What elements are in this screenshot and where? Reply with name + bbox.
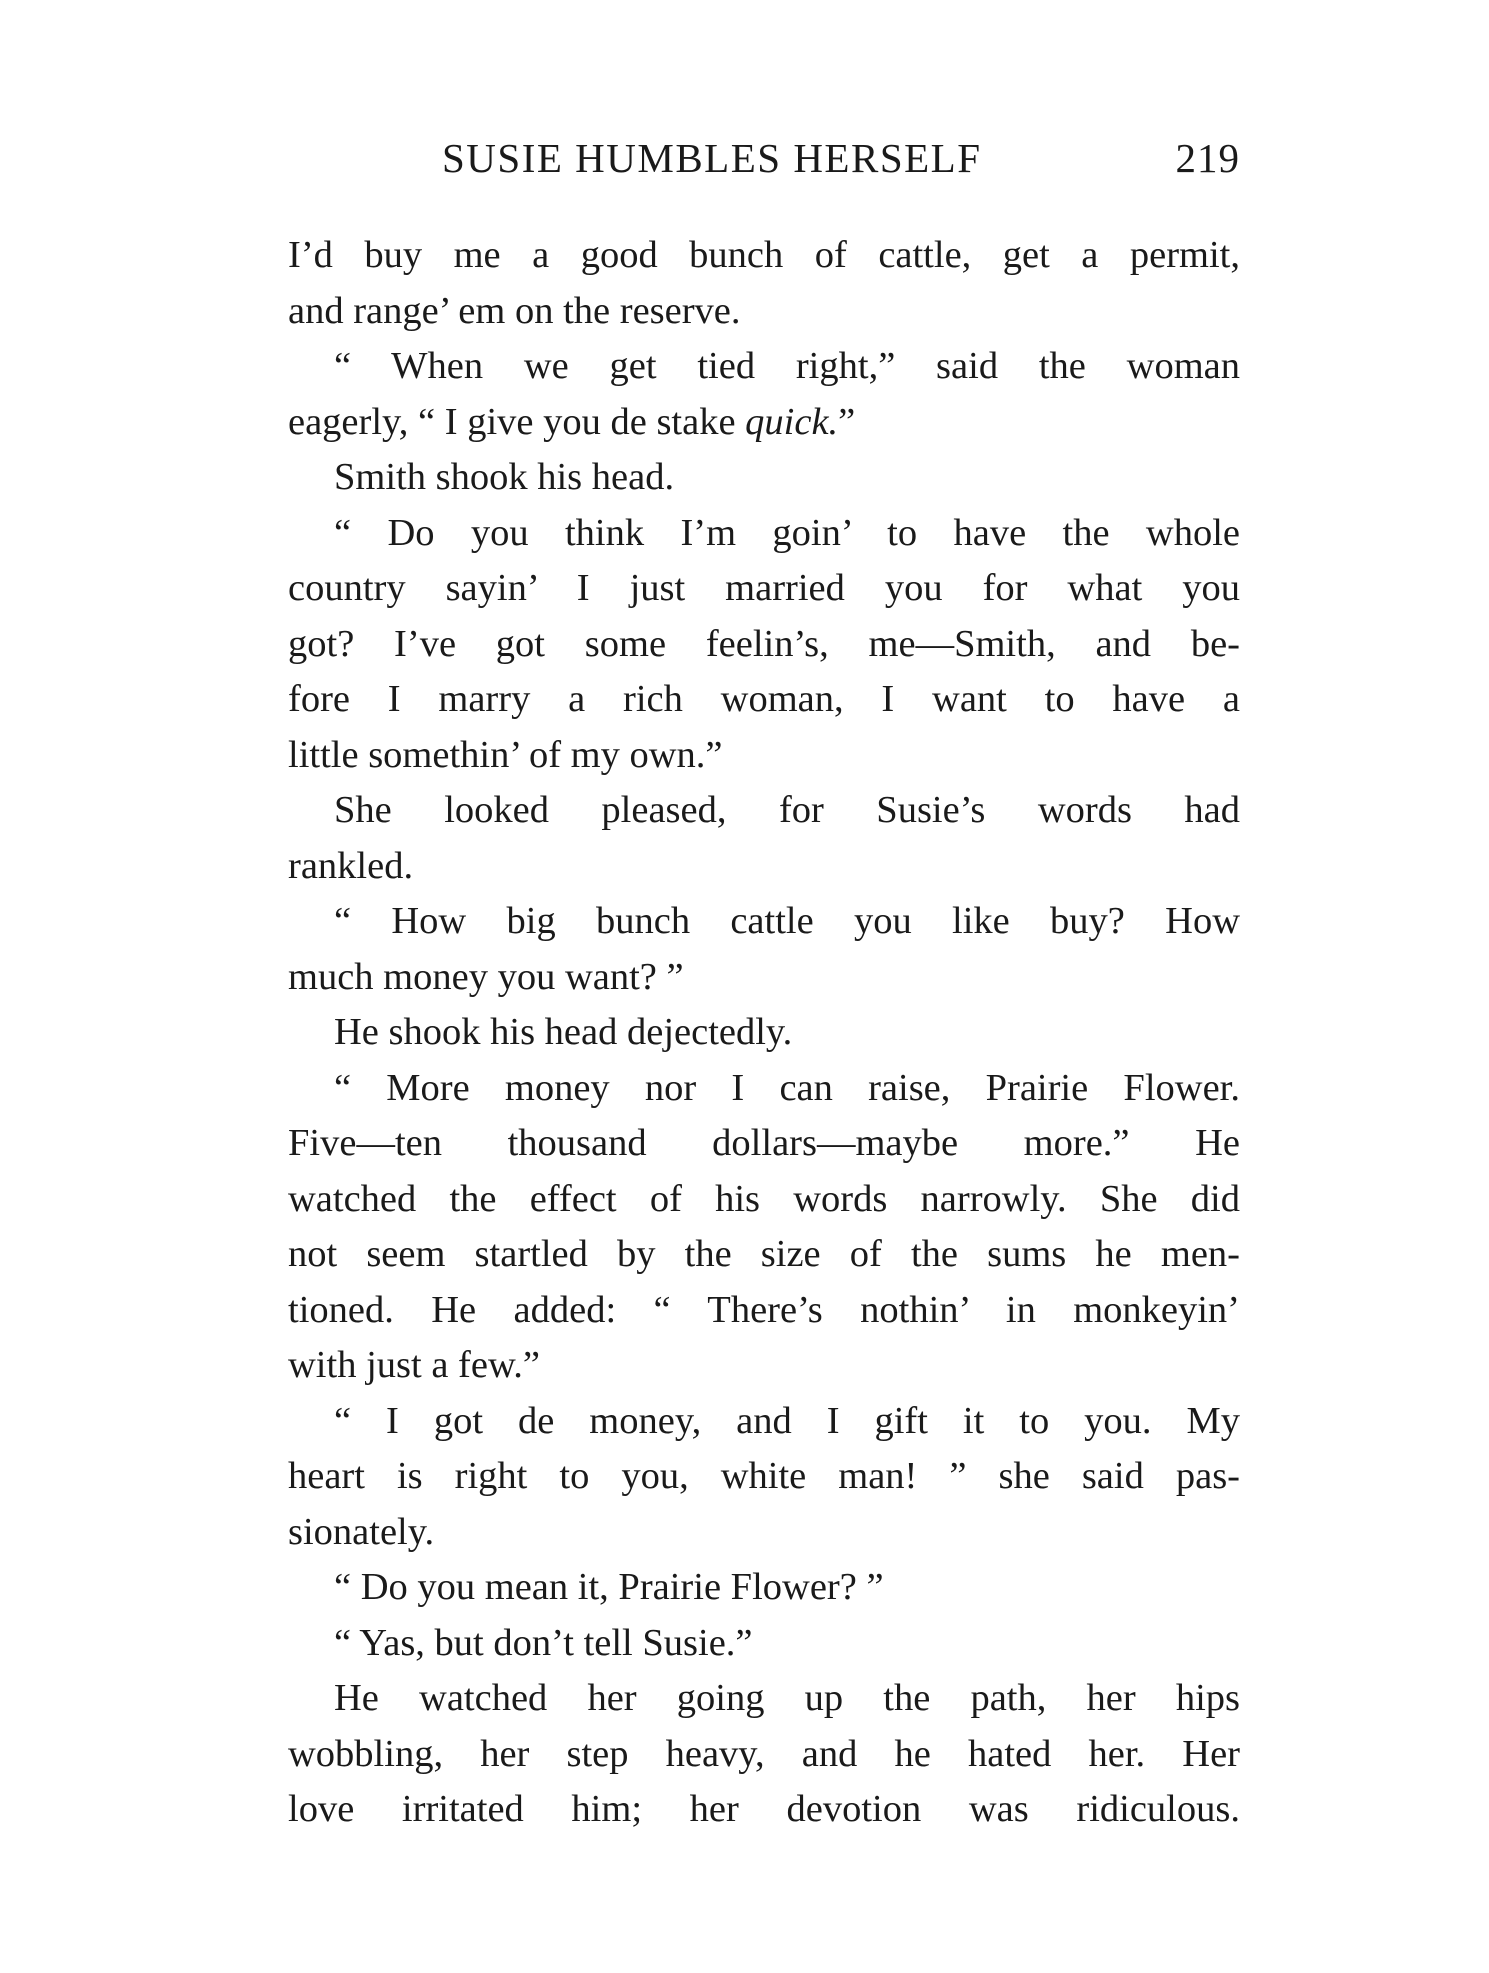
text-line: “ Do you mean it, Prairie Flower? ” (334, 1566, 884, 1608)
text-line: “ I got de money, and I gift it to you. My (334, 1399, 1240, 1442)
text-line: wobbling, her step heavy, and he hated her. Her (288, 1732, 1240, 1775)
text-line: “ How big bunch cattle you like buy? How (334, 900, 1240, 942)
text-line: He watched her going up the path, her hips (334, 1677, 1240, 1719)
text-line: He shook his head dejectedly. (334, 1011, 793, 1053)
text-line: fore I marry a rich woman, I want to have a (288, 678, 1240, 720)
text-line: tioned. He added: “ There’s nothin’ in monkeyin’ (288, 1288, 1240, 1331)
text-line: I’d buy me a good bunch of cattle, get a permit, (288, 234, 1240, 276)
text-line: “ Yas, but don’t tell Susie.” (334, 1621, 753, 1664)
text-line: Five—ten thousand dollars—maybe more.” He (288, 1122, 1240, 1164)
text-line: eagerly, “ I give you de stake quick.” (288, 400, 856, 443)
text-line: rankled. (288, 844, 414, 887)
page-number: 219 (1175, 135, 1240, 181)
text-line: and range’ em on the reserve. (288, 289, 741, 332)
text-line: “ More money nor I can raise, Prairie Flower. (334, 1066, 1240, 1109)
text-line: much money you want? ” (288, 955, 684, 998)
text-line: “ When we get tied right,” said the woman (334, 345, 1240, 387)
text-line: got? I’ve got some feelin’s, me—Smith, and be- (288, 622, 1240, 665)
text-line: heart is right to you, white man! ” she said pas- (288, 1455, 1240, 1497)
text-line: country sayin’ I just married you for what you (288, 567, 1240, 609)
text-line: love irritated him; her devotion was ridiculous. (288, 1788, 1240, 1830)
text-line: watched the effect of his words narrowly. She did (288, 1177, 1240, 1220)
text-line: with just a few.” (288, 1344, 540, 1386)
text-line: Smith shook his head. (334, 456, 675, 498)
text-line: She looked pleased, for Susie’s words had (334, 789, 1240, 831)
text-line: little somethin’ of my own.” (288, 733, 723, 776)
running-title: SUSIE HUMBLES HERSELF (442, 135, 982, 181)
body-text (288, 228, 1240, 1838)
text-line: not seem startled by the size of the sums he men- (288, 1233, 1240, 1275)
text-line: “ Do you think I’m goin’ to have the whole (334, 511, 1240, 554)
page-header (288, 128, 1240, 188)
text-line: sionately. (288, 1510, 435, 1553)
